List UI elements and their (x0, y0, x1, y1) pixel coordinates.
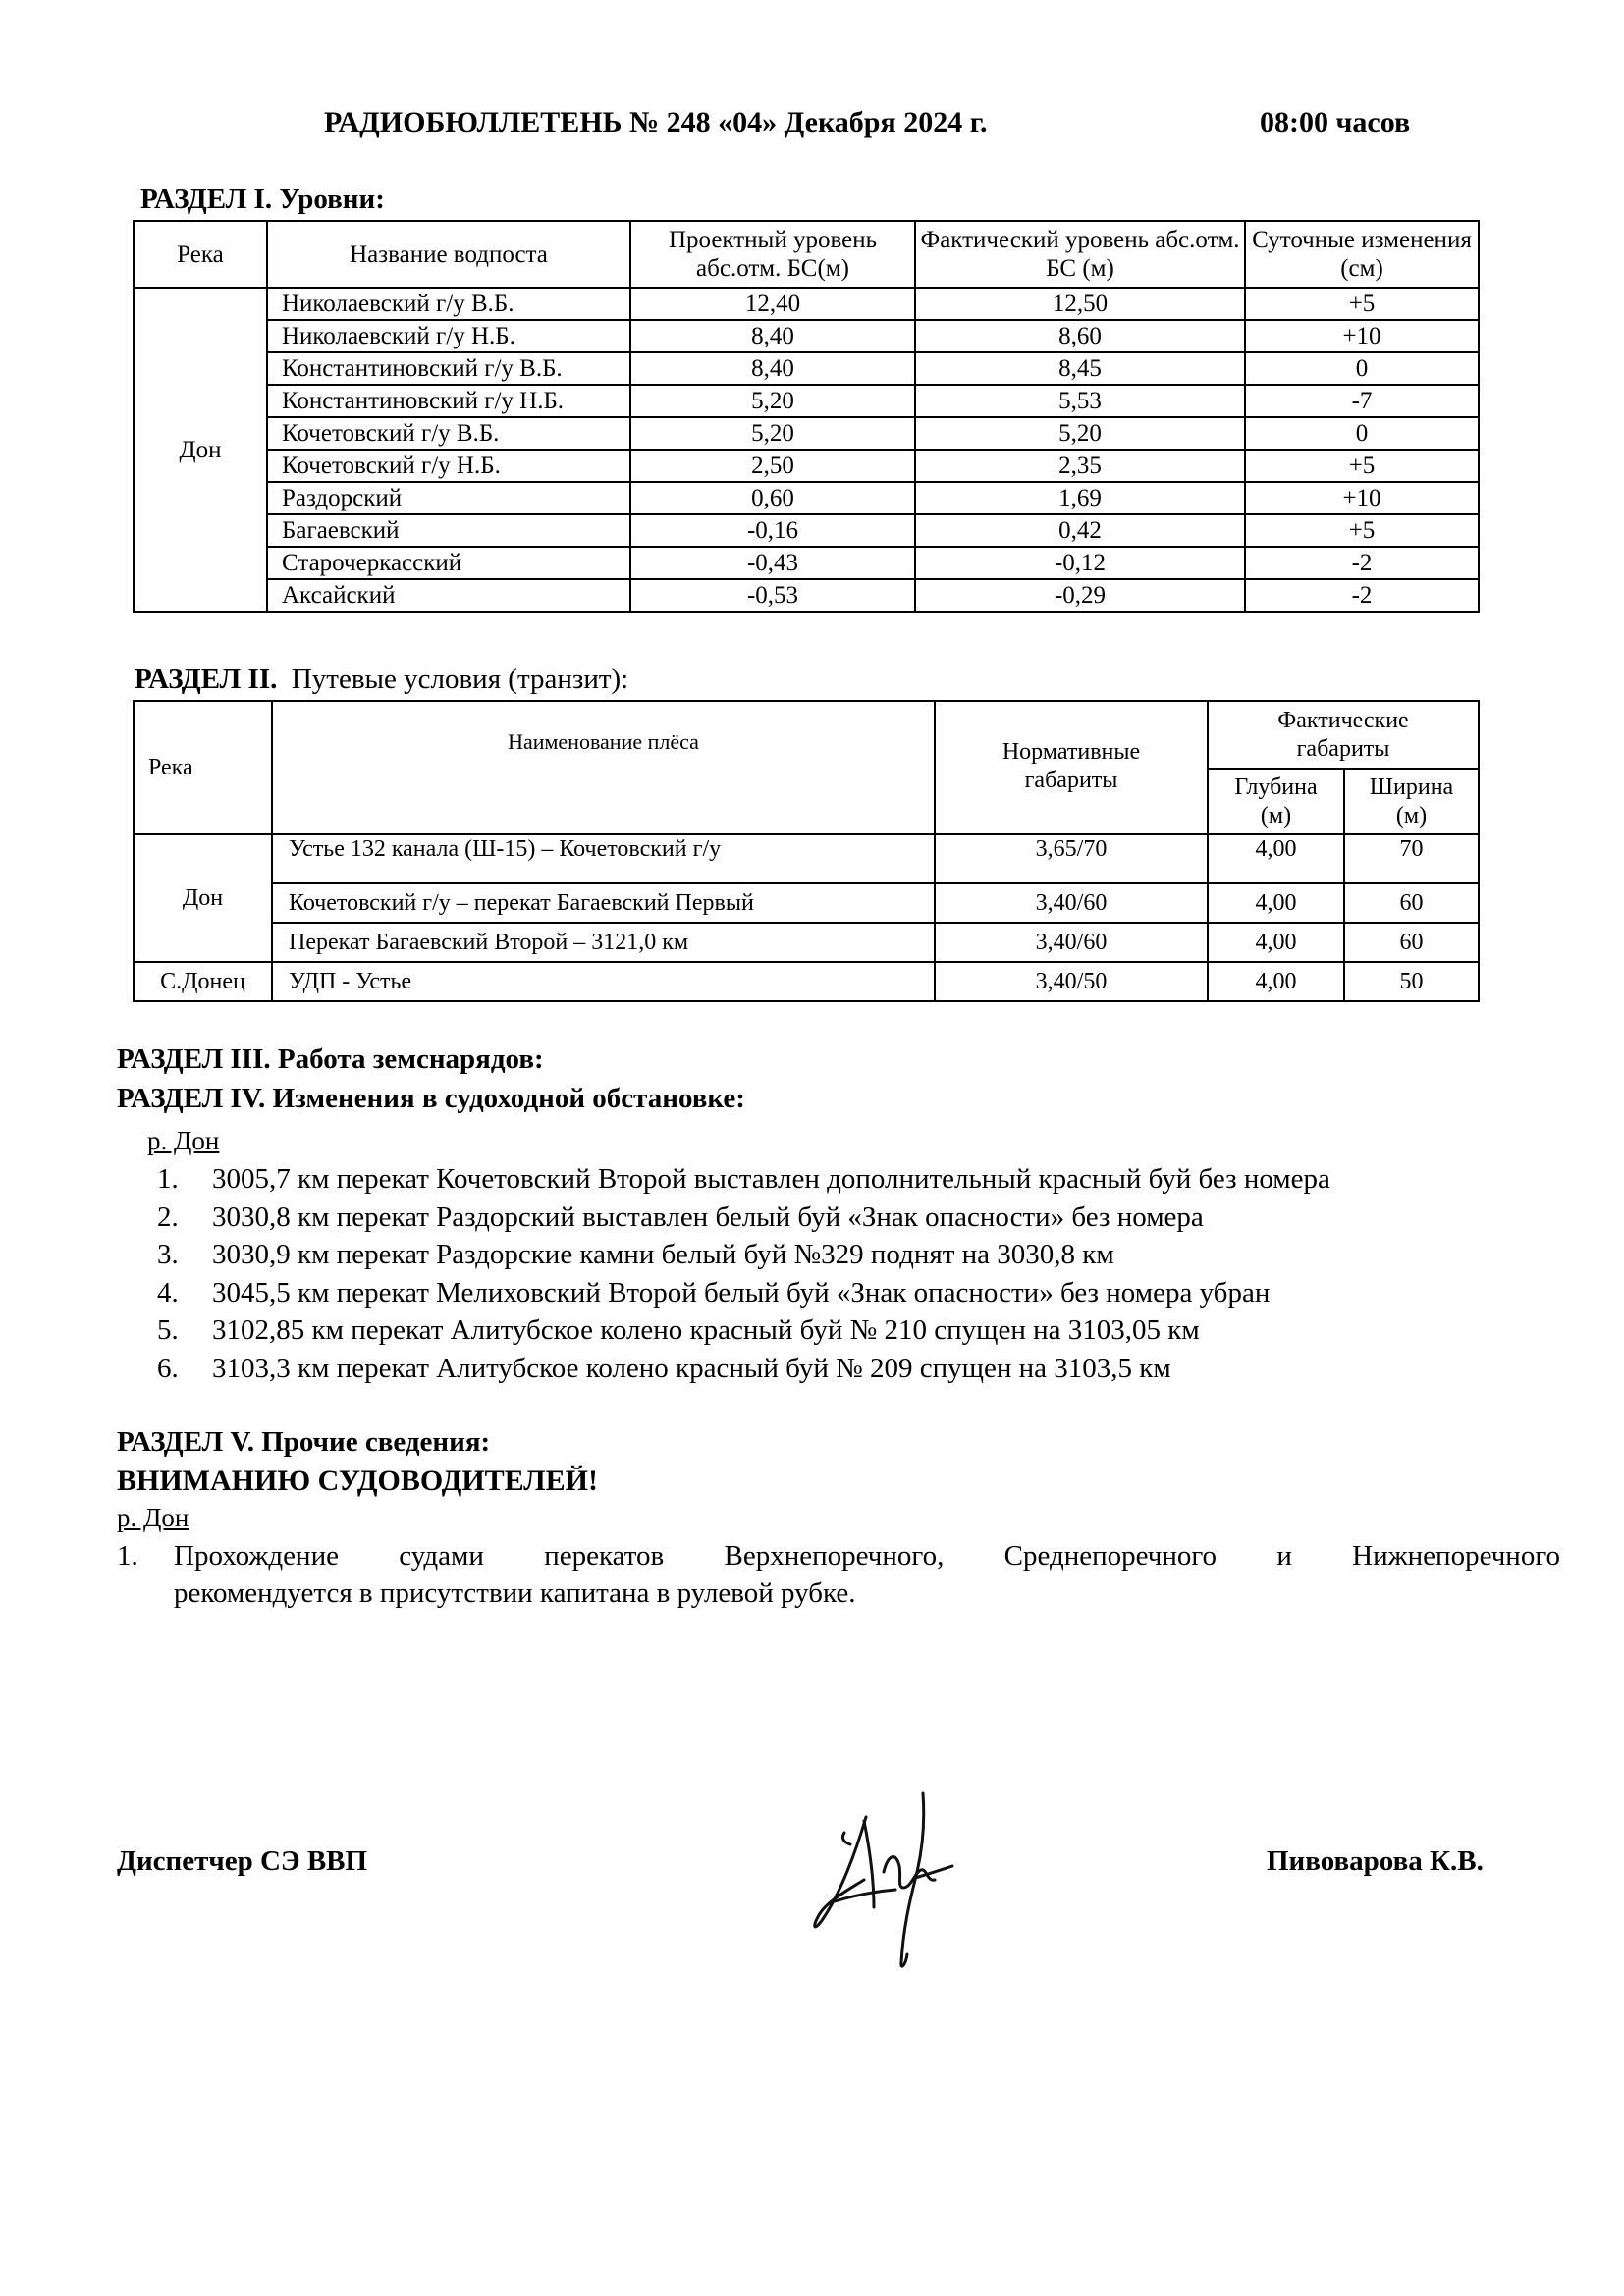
table-row (134, 834, 1479, 883)
actual-cell: 12,50 (915, 288, 1245, 320)
col-depth (1208, 769, 1344, 834)
section1-title: РАЗДЕЛ I. Уровни: (140, 184, 385, 215)
item-number: 1. (157, 1163, 179, 1195)
actual-cell: 2,35 (915, 450, 1245, 482)
post-cell: Багаевский (267, 514, 630, 547)
section2-title (135, 664, 628, 696)
note-line-1: Прохождение судами перекатов Верхнепоречного, Среднепоречного и Нижнепоречного (174, 1540, 1560, 1572)
design-cell: -0,43 (630, 547, 915, 579)
post-cell: Николаевский г/у Н.Б. (267, 320, 630, 352)
col-depth-label: Глубина (м) (1234, 774, 1318, 828)
design-cell: -0,16 (630, 514, 915, 547)
actual-cell: 5,20 (915, 417, 1245, 450)
section5-river: р. Дон (117, 1503, 189, 1532)
change-cell: 0 (1245, 417, 1479, 450)
list-item (157, 1275, 1330, 1313)
table-row (134, 320, 1479, 352)
design-cell: 5,20 (630, 417, 915, 450)
note-number: 1. (117, 1540, 138, 1572)
normative-cell: 3,40/50 (935, 962, 1208, 1001)
normative-cell: 3,40/60 (935, 883, 1208, 923)
change-cell: +10 (1245, 320, 1479, 352)
depth-cell: 4,00 (1208, 962, 1344, 1001)
post-cell: Раздорский (267, 482, 630, 514)
design-cell: 8,40 (630, 320, 915, 352)
normative-cell: 3,40/60 (935, 923, 1208, 962)
width-cell: 60 (1344, 923, 1479, 962)
col-post: Название водпоста (267, 221, 630, 288)
change-cell: -2 (1245, 547, 1479, 579)
river-cell: Дон (134, 288, 267, 612)
signature-icon (805, 1782, 1001, 1978)
item-text: 3030,8 км перекат Раздорский выставлен белый буй «Знак опасности» без номера (212, 1201, 1204, 1233)
col-actual-label: Фактические габариты (1277, 707, 1409, 762)
list-item (157, 1351, 1330, 1389)
river-cell: С.Донец (134, 962, 272, 1001)
design-cell: 2,50 (630, 450, 915, 482)
table-row (134, 385, 1479, 417)
width-cell: 60 (1344, 883, 1479, 923)
actual-cell: 5,53 (915, 385, 1245, 417)
change-cell: -2 (1245, 579, 1479, 612)
table-row (134, 417, 1479, 450)
reach-cell: Перекат Багаевский Второй – 3121,0 км (272, 923, 935, 962)
actual-cell: -0,12 (915, 547, 1245, 579)
change-cell: +5 (1245, 288, 1479, 320)
section3-title: РАЗДЕЛ III. Работа земснарядов: (117, 1043, 544, 1075)
depth-cell: 4,00 (1208, 834, 1344, 883)
route-conditions-table (133, 700, 1480, 1002)
section4-title: РАЗДЕЛ IV. Изменения в судоходной обстановке: (117, 1083, 745, 1114)
bulletin-time: 08:00 часов (1260, 106, 1411, 138)
actual-cell: 8,45 (915, 352, 1245, 385)
post-cell: Константиновский г/у Н.Б. (267, 385, 630, 417)
list-item (157, 1312, 1330, 1351)
col-width-label: Ширина (м) (1369, 774, 1454, 828)
table-row (134, 962, 1479, 1001)
table-row (134, 482, 1479, 514)
col-river: Река (134, 221, 267, 288)
levels-table (133, 220, 1480, 613)
section2-title-rest: Путевые условия (транзит): (291, 664, 629, 695)
post-cell: Кочетовский г/у В.Б. (267, 417, 630, 450)
list-item (157, 1200, 1330, 1238)
post-cell: Константиновский г/у В.Б. (267, 352, 630, 385)
attention-heading: ВНИМАНИЮ СУДОВОДИТЕЛЕЙ! (117, 1465, 598, 1497)
bulletin-title: РАДИОБЮЛЛЕТЕНЬ № 248 «04» Декабря 2024 г. (324, 106, 988, 138)
post-cell: Кочетовский г/у Н.Б. (267, 450, 630, 482)
bulletin-header (0, 106, 1624, 147)
section2-title-bold: РАЗДЕЛ II. (135, 664, 278, 695)
item-number: 6. (157, 1352, 179, 1384)
col-width (1344, 769, 1479, 834)
width-cell: 50 (1344, 962, 1479, 1001)
depth-cell: 4,00 (1208, 923, 1344, 962)
normative-cell: 3,65/70 (935, 834, 1208, 883)
col-actual (1208, 701, 1479, 769)
table-row (134, 288, 1479, 320)
col-actual-level: Фактический уровень абс.отм. БС (м) (915, 221, 1245, 288)
col-river: Река (134, 701, 272, 834)
actual-cell: -0,29 (915, 579, 1245, 612)
signature (805, 1782, 1001, 1983)
col-normative (935, 701, 1208, 834)
col-design-level: Проектный уровень абс.отм. БС(м) (630, 221, 915, 288)
list-item (157, 1237, 1330, 1275)
col-daily-change: Суточные изменения (см) (1245, 221, 1479, 288)
item-number: 3. (157, 1239, 179, 1270)
item-number: 4. (157, 1276, 179, 1308)
list-item (157, 1161, 1330, 1200)
note-line-2: рекомендуется в присутствии капитана в рулевой рубке. (174, 1577, 856, 1609)
design-cell: -0,53 (630, 579, 915, 612)
post-cell: Старочеркасский (267, 547, 630, 579)
width-cell: 70 (1344, 834, 1479, 883)
river-cell: Дон (134, 834, 272, 962)
reach-cell: УДП - Устье (272, 962, 935, 1001)
table-row (134, 883, 1479, 923)
change-cell: +5 (1245, 450, 1479, 482)
table-row (134, 352, 1479, 385)
dispatcher-label: Диспетчер СЭ ВВП (117, 1845, 368, 1877)
change-cell: 0 (1245, 352, 1479, 385)
item-text: 3103,3 км перекат Алитубское колено красный буй № 209 спущен на 3103,5 км (212, 1352, 1171, 1384)
change-cell: +5 (1245, 514, 1479, 547)
table-row (134, 450, 1479, 482)
changes-list (157, 1161, 1330, 1388)
item-number: 5. (157, 1314, 179, 1346)
item-text: 3030,9 км перекат Раздорские камни белый буй №329 поднят на 3030,8 км (212, 1239, 1114, 1270)
col-reach: Наименование плёса (272, 701, 935, 834)
note-item (117, 1537, 1560, 1612)
signer-name: Пивоварова К.В. (1267, 1845, 1484, 1877)
item-number: 2. (157, 1201, 179, 1233)
post-cell: Аксайский (267, 579, 630, 612)
post-cell: Николаевский г/у В.Б. (267, 288, 630, 320)
table-row (134, 579, 1479, 612)
actual-cell: 8,60 (915, 320, 1245, 352)
depth-cell: 4,00 (1208, 883, 1344, 923)
actual-cell: 0,42 (915, 514, 1245, 547)
reach-cell: Устье 132 канала (Ш-15) – Кочетовский г/у (272, 834, 935, 883)
actual-cell: 1,69 (915, 482, 1245, 514)
table-row (134, 514, 1479, 547)
change-cell: +10 (1245, 482, 1479, 514)
levels-table-header (134, 221, 1479, 288)
design-cell: 12,40 (630, 288, 915, 320)
design-cell: 5,20 (630, 385, 915, 417)
item-text: 3045,5 км перекат Мелиховский Второй белый буй «Знак опасности» без номера убран (212, 1276, 1271, 1308)
change-cell: -7 (1245, 385, 1479, 417)
design-cell: 0,60 (630, 482, 915, 514)
section5-title: РАЗДЕЛ V. Прочие сведения: (117, 1426, 491, 1458)
reach-cell: Кочетовский г/у – перекат Багаевский Первый (272, 883, 935, 923)
section4-river: р. Дон (147, 1126, 220, 1155)
col-normative-label: Нормативные габариты (1001, 739, 1141, 793)
table-row (134, 923, 1479, 962)
table-row (134, 547, 1479, 579)
item-text: 3005,7 км перекат Кочетовский Второй выставлен дополнительный красный буй без номера (212, 1163, 1330, 1195)
item-text: 3102,85 км перекат Алитубское колено красный буй № 210 спущен на 3103,05 км (212, 1314, 1200, 1346)
design-cell: 8,40 (630, 352, 915, 385)
route-table-header-1 (134, 701, 1479, 769)
